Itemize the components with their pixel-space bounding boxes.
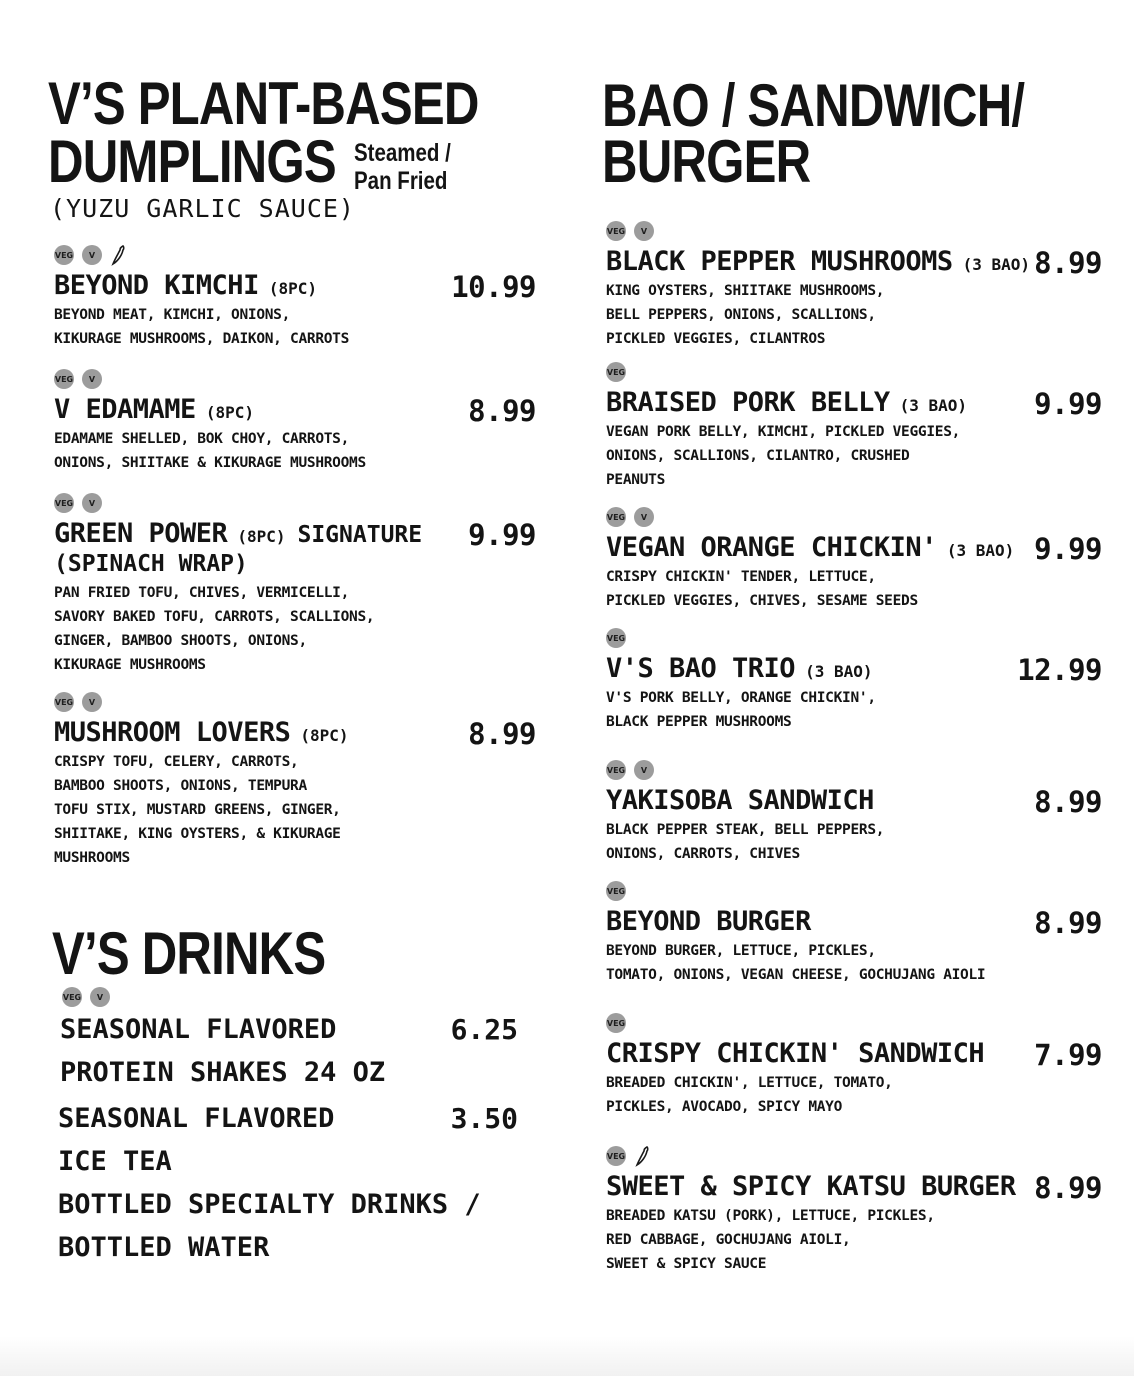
description-line: ONIONS, CARROTS, CHIVES <box>606 846 800 862</box>
item-description <box>606 279 1102 351</box>
diet-badges <box>54 691 536 713</box>
item-name-line2: (SPINACH WRAP) <box>54 551 248 577</box>
menu-item-beyond-burger <box>606 880 1102 987</box>
item-header <box>54 518 536 552</box>
item-quantity: (3 BAO) <box>962 255 1031 274</box>
item-header <box>54 394 536 428</box>
vegetarian-badge-icon: VEG <box>606 760 626 780</box>
description-line: MUSHROOMS <box>54 850 130 866</box>
diet-badges <box>606 506 1102 528</box>
item-quantity: (3 BAO) <box>899 396 968 415</box>
vegan-badge-icon: V <box>90 987 110 1007</box>
vegan-badge-icon: V <box>634 221 654 241</box>
description-line: TOFU STIX, MUSTARD GREENS, GINGER, <box>54 802 341 818</box>
item-description <box>606 420 1102 492</box>
vegan-badge-icon: V <box>82 245 102 265</box>
item-header <box>606 387 1102 421</box>
item-name: SWEET & SPICY KATSU BURGER <box>606 1171 1016 1202</box>
drink-price: 6.25 <box>450 1013 518 1046</box>
item-description <box>606 686 1102 734</box>
dumplings-style-line1: Steamed / <box>354 139 451 167</box>
description-line: V'S PORK BELLY, ORANGE CHICKIN', <box>606 690 876 706</box>
diet-badges <box>606 220 1102 242</box>
item-description <box>54 303 536 351</box>
vegetarian-badge-icon: VEG <box>54 692 74 712</box>
description-line: BEYOND MEAT, KIMCHI, ONIONS, <box>54 307 291 323</box>
description-line: TOMATO, ONIONS, VEGAN CHEESE, GOCHUJANG AIOLI <box>606 967 986 983</box>
vegan-badge-icon: V <box>82 493 102 513</box>
item-name: YAKISOBA SANDWICH <box>606 785 874 816</box>
menu-item-braised-pork-belly <box>606 361 1102 492</box>
diet-badges <box>54 244 536 266</box>
diet-badges <box>606 1012 1102 1034</box>
description-line: RED CABBAGE, GOCHUJANG AIOLI, <box>606 1232 851 1248</box>
item-quantity: (8PC) <box>205 403 254 422</box>
description-line: SHIITAKE, KING OYSTERS, & KIKURAGE <box>54 826 341 842</box>
menu-item-v-edamame <box>54 368 536 475</box>
item-name: V'S BAO TRIO <box>606 653 796 684</box>
item-header <box>606 246 1102 280</box>
chili-pepper-icon <box>634 1145 652 1167</box>
description-line: PEANUTS <box>606 472 666 488</box>
menu-item-beyond-kimchi <box>54 244 536 351</box>
vegetarian-badge-icon: VEG <box>606 628 626 648</box>
vegetarian-badge-icon: VEG <box>606 221 626 241</box>
item-header <box>606 1038 1102 1072</box>
description-line: BLACK PEPPER MUSHROOMS <box>606 714 792 730</box>
item-description <box>54 427 536 475</box>
description-line: KING OYSTERS, SHIITAKE MUSHROOMS, <box>606 283 885 299</box>
vegetarian-badge-icon: VEG <box>606 1013 626 1033</box>
menu-item-yakisoba-sandwich <box>606 759 1102 866</box>
item-price: 7.99 <box>1034 1038 1102 1072</box>
dumplings-sauce: (YUZU GARLIC SAUCE) <box>50 194 355 223</box>
description-line: BELL PEPPERS, ONIONS, SCALLIONS, <box>606 307 876 323</box>
item-price: 8.99 <box>468 394 536 428</box>
item-name: GREEN POWER <box>54 518 228 549</box>
item-signature-label: SIGNATURE <box>297 522 423 548</box>
vegan-badge-icon: V <box>82 692 102 712</box>
item-quantity: (3 BAO) <box>946 541 1015 560</box>
drink-item-protein-shakes <box>48 1008 518 1094</box>
description-line: BREADED CHICKIN', LETTUCE, TOMATO, <box>606 1075 893 1091</box>
chili-pepper-icon <box>110 244 128 266</box>
item-description <box>606 565 1102 613</box>
diet-badges <box>606 627 1102 649</box>
vegetarian-badge-icon: VEG <box>54 493 74 513</box>
menu-item-green-power <box>54 492 536 677</box>
description-line: PICKLED VEGGIES, CHIVES, SESAME SEEDS <box>606 593 918 609</box>
diet-badges <box>606 1145 1102 1167</box>
item-description <box>54 750 536 870</box>
item-quantity: (8PC) <box>237 527 286 546</box>
description-line: PICKLED VEGGIES, CILANTROS <box>606 331 826 347</box>
menu-item-crispy-chickin-sandwich <box>606 1012 1102 1119</box>
item-name: MUSHROOM LOVERS <box>54 717 291 748</box>
item-name: BEYOND KIMCHI <box>54 270 259 301</box>
description-line: BREADED KATSU (PORK), LETTUCE, PICKLES, <box>606 1208 935 1224</box>
item-name: V EDAMAME <box>54 394 196 425</box>
item-header <box>606 653 1102 687</box>
description-line: BEYOND BURGER, LETTUCE, PICKLES, <box>606 943 876 959</box>
item-price: 9.99 <box>1034 532 1102 566</box>
item-header <box>606 785 1102 819</box>
vegetarian-badge-icon: VEG <box>606 1146 626 1166</box>
vegan-badge-icon: V <box>634 760 654 780</box>
description-line: KIKURAGE MUSHROOMS, DAIKON, CARROTS <box>54 331 350 347</box>
vegetarian-badge-icon: VEG <box>606 881 626 901</box>
item-name: BLACK PEPPER MUSHROOMS <box>606 246 953 277</box>
bao-title-line2: BURGER <box>602 128 811 195</box>
item-name: VEGAN ORANGE CHICKIN' <box>606 532 937 563</box>
item-header <box>606 532 1102 566</box>
description-line: VEGAN PORK BELLY, KIMCHI, PICKLED VEGGIES, <box>606 424 961 440</box>
diet-badges <box>606 880 1102 902</box>
item-description <box>606 1204 1102 1276</box>
drink-price: 3.50 <box>450 1102 518 1135</box>
item-price: 10.99 <box>451 270 536 304</box>
bao-title-line1: BAO / SANDWICH/ <box>602 72 1025 139</box>
vegan-badge-icon: V <box>634 507 654 527</box>
item-price: 8.99 <box>1034 906 1102 940</box>
diet-badges <box>54 368 536 390</box>
item-header <box>54 270 536 304</box>
drink-item-bottled <box>48 1183 518 1269</box>
description-line: BLACK PEPPER STEAK, BELL PEPPERS, <box>606 822 885 838</box>
item-price: 8.99 <box>1034 1171 1102 1205</box>
description-line: KIKURAGE MUSHROOMS <box>54 657 206 673</box>
item-price: 8.99 <box>1034 246 1102 280</box>
item-price: 8.99 <box>468 717 536 751</box>
description-line: BAMBOO SHOOTS, ONIONS, TEMPURA <box>54 778 307 794</box>
item-name: CRISPY CHICKIN' SANDWICH <box>606 1038 985 1069</box>
dumplings-title-line2: DUMPLINGS <box>48 128 336 195</box>
vegetarian-badge-icon: VEG <box>54 369 74 389</box>
diet-badges <box>606 759 1102 781</box>
description-line: ONIONS, SHIITAKE & KIKURAGE MUSHROOMS <box>54 455 366 471</box>
menu-item-black-pepper-mushrooms <box>606 220 1102 351</box>
drinks-title: V’S DRINKS <box>52 920 326 987</box>
menu-item-vs-bao-trio <box>606 627 1102 734</box>
vegetarian-badge-icon: VEG <box>606 507 626 527</box>
drink-name-line2: ICE TEA <box>58 1146 172 1177</box>
bottom-shade <box>0 1336 1134 1376</box>
vegetarian-badge-icon: VEG <box>54 245 74 265</box>
vegan-badge-icon: V <box>82 369 102 389</box>
item-price: 8.99 <box>1034 785 1102 819</box>
item-quantity: (8PC) <box>300 726 349 745</box>
drink-name-line1: BOTTLED SPECIALTY DRINKS / <box>58 1189 481 1220</box>
description-line: ONIONS, SCALLIONS, CILANTRO, CRUSHED <box>606 448 910 464</box>
drinks-badges <box>62 986 110 1008</box>
description-line: GINGER, BAMBOO SHOOTS, ONIONS, <box>54 633 307 649</box>
vegetarian-badge-icon: VEG <box>606 362 626 382</box>
drink-name-line2: PROTEIN SHAKES 24 OZ <box>60 1057 386 1088</box>
item-name: BEYOND BURGER <box>606 906 811 937</box>
item-header <box>606 1171 1102 1205</box>
description-line: PAN FRIED TOFU, CHIVES, VERMICELLI, <box>54 585 350 601</box>
item-price: 12.99 <box>1017 653 1102 687</box>
description-line: SWEET & SPICY SAUCE <box>606 1256 767 1272</box>
description-line: PICKLES, AVOCADO, SPICY MAYO <box>606 1099 843 1115</box>
item-quantity: (3 BAO) <box>805 662 873 681</box>
dumplings-title-line1: V’S PLANT-BASED <box>48 70 479 137</box>
description-line: CRISPY TOFU, CELERY, CARROTS, <box>54 754 299 770</box>
item-description <box>54 581 536 677</box>
item-quantity: (8PC) <box>268 279 317 298</box>
drink-item-ice-tea <box>48 1097 518 1183</box>
item-description <box>606 1071 1102 1119</box>
description-line: SAVORY BAKED TOFU, CARROTS, SCALLIONS, <box>54 609 375 625</box>
item-name: BRAISED PORK BELLY <box>606 387 890 418</box>
menu-item-mushroom-lovers <box>54 691 536 870</box>
item-description <box>606 818 1102 866</box>
diet-badges <box>54 492 536 514</box>
diet-badges <box>606 361 1102 383</box>
drink-name-line1: SEASONAL FLAVORED <box>60 1014 337 1045</box>
item-header <box>606 906 1102 940</box>
item-header <box>54 717 536 751</box>
description-line: CRISPY CHICKIN' TENDER, LETTUCE, <box>606 569 876 585</box>
menu-item-sweet-spicy-katsu-burger <box>606 1145 1102 1276</box>
description-line: EDAMAME SHELLED, BOK CHOY, CARROTS, <box>54 431 350 447</box>
dumplings-style-line2: Pan Fried <box>354 167 448 195</box>
drink-name-line2: BOTTLED WATER <box>58 1232 270 1263</box>
item-description <box>606 939 1102 987</box>
drink-name-line1: SEASONAL FLAVORED <box>58 1103 335 1134</box>
menu-item-vegan-orange-chickin <box>606 506 1102 613</box>
vegetarian-badge-icon: VEG <box>62 987 82 1007</box>
item-price: 9.99 <box>1034 387 1102 421</box>
item-price: 9.99 <box>468 518 536 552</box>
